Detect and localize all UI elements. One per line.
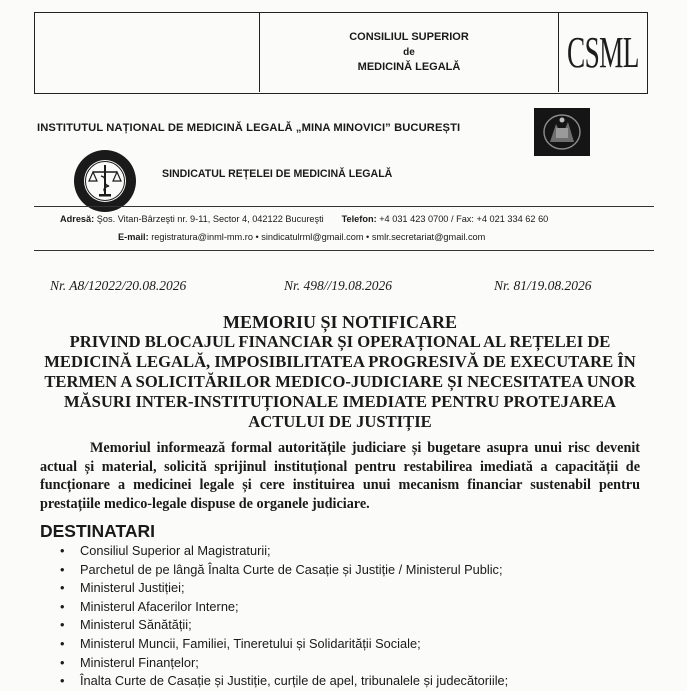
- council-name-block: [259, 13, 559, 92]
- union-seal: [72, 148, 138, 214]
- institute-name: INSTITUTUL NAȚIONAL DE MEDICINĂ LEGALĂ „MINA MINOVICI” BUCUREȘTI: [37, 122, 461, 134]
- list-item: • Ministerul Finanțelor;: [58, 654, 508, 673]
- reference-number-union: Nr. 81/19.08.2026: [494, 278, 592, 293]
- address-value: Şos. Vitan-Bârzeşti nr. 9-11, Sector 4, 042122 Bucureşti: [96, 214, 324, 224]
- list-item: • Parchetul de pe lângă Înalta Curte de Casație și Justiție / Ministerul Public;: [58, 561, 508, 580]
- fax-value: / Fax: +4 021 334 62 60: [448, 214, 549, 224]
- union-name: SINDICATUL REȚELEI DE MEDICINĂ LEGALĂ: [162, 168, 393, 180]
- list-item: • Ministerul Sănătății;: [58, 616, 508, 635]
- council-header-box: [34, 12, 648, 94]
- list-item: • Înalta Curte de Casație și Justiție, curțile de apel, tribunalele și judecătoriile;: [58, 672, 508, 691]
- csml-logo: [563, 15, 643, 89]
- phone-label: Telefon:: [341, 214, 377, 224]
- document-title: MEMORIU ȘI NOTIFICARE: [222, 312, 458, 332]
- document-subtitle: PRIVIND BLOCAJUL FINANCIAR ȘI OPERAȚIONAL AL REȚELEI DE MEDICINĂ LEGALĂ, IMPOSIBILITATEA PROGRESIVĂ DE EXECUTARE ÎN TERMEN A SOLICITĂRILOR MEDICO-JUDICIARE ȘI NECESITATEA UNOR MĂSURI INTER-INSTITUȚIONALE IMEDIATE PENTRU PROTEJAREA ACTULUI DE JUSTIȚIE: [44, 332, 636, 431]
- reference-number-csml: Nr. 498//19.08.2026: [284, 278, 393, 293]
- email-label: E-mail:: [118, 232, 149, 242]
- address-line: [60, 214, 548, 224]
- institute-logo: [534, 108, 590, 156]
- recipients-list: [58, 542, 508, 691]
- list-item: • Consiliul Superior al Magistraturii;: [58, 542, 508, 561]
- address-label: Adresă:: [60, 214, 95, 224]
- council-name-line1: CONSILIUL SUPERIOR: [349, 31, 469, 43]
- email-line: [118, 232, 485, 242]
- phone-value: +4 031 423 0700: [379, 214, 449, 224]
- csml-logo-text: CSML: [567, 27, 639, 77]
- list-item: • Ministerul Afacerilor Interne;: [58, 598, 508, 617]
- list-item: • Ministerul Justiției;: [58, 579, 508, 598]
- document-title-block: [40, 312, 640, 432]
- union-seal-icon: [72, 148, 138, 214]
- intro-paragraph: Memoriul informează formal autoritățile judiciare și bugetare asupra unui risc devenit actual și material, solicită sprijinul instituțional pentru restabilirea imediată a capacității de funcționare a medicinei legale și cere instituirea unui mecanism financiar sustenabil pentru prestațiile medico-legale dispuse de organele judiciare.: [40, 440, 640, 512]
- list-item: • Ministerul Muncii, Familiei, Tineretului și Solidarității Sociale;: [58, 635, 508, 654]
- council-name-line3: MEDICINĂ LEGALĂ: [357, 61, 461, 73]
- council-name-line2: de: [403, 47, 415, 58]
- email-values: registratura@inml-mm.ro • sindicatulrml@gmail.com • smlr.secretariat@gmail.com: [151, 232, 486, 242]
- header-divider: [34, 206, 654, 207]
- reference-number-inml: Nr. A8/12022/20.08.2026: [50, 278, 187, 293]
- institute-emblem-icon: [534, 108, 590, 156]
- contact-divider: [34, 250, 654, 251]
- recipients-heading: DESTINATARI: [40, 521, 156, 541]
